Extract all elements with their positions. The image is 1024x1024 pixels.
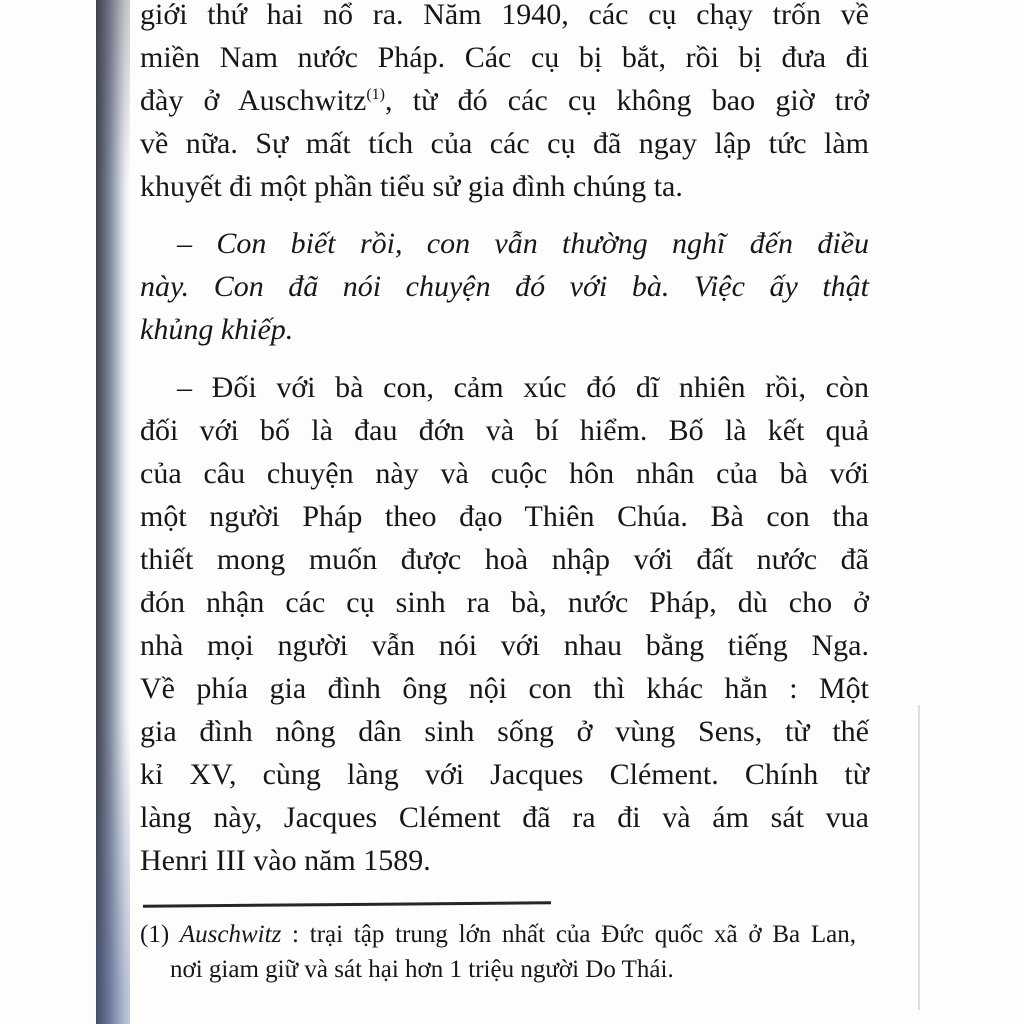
footnote-line: nơi giam giữ và sát hại hơn 1 triệu người Do Thái. xyxy=(170,956,674,983)
text-line: về nữa. Sự mất tích của các cụ đã ngay lập tức làm xyxy=(140,127,869,160)
text-line: miền Nam nước Pháp. Các cụ bị bắt, rồi bị đưa đi xyxy=(140,41,869,74)
text-line: làng này, Jacques Clément đã ra đi và ám sát vua xyxy=(140,801,869,834)
text-line: đối với bố là đau đớn và bí hiểm. Bố là kết quả xyxy=(140,414,869,447)
text-line: Henri III vào năm 1589. xyxy=(140,844,431,877)
footnote-reference-superscript: (1) xyxy=(366,86,385,103)
page-gutter-shadow xyxy=(96,0,130,1024)
footnote xyxy=(140,917,856,987)
text-line: – Con biết rồi, con vẫn thường nghĩ đến điều xyxy=(177,227,869,260)
text-line: – Đối với bà con, cảm xúc đó dĩ nhiên rồi, còn xyxy=(177,371,869,404)
text-line: này. Con đã nói chuyện đó với bà. Việc ấy thật xyxy=(140,270,869,303)
paragraph-1 xyxy=(140,0,869,208)
paragraph-2-dialogue-italic xyxy=(140,222,869,351)
footnote-divider xyxy=(143,901,551,908)
text-line: đón nhận các cụ sinh ra bà, nước Pháp, dù cho ở xyxy=(140,586,869,619)
footnote-term: Auschwitz xyxy=(179,921,282,948)
page-edge-line xyxy=(918,705,920,1010)
text-line: của câu chuyện này và cuộc hôn nhân của bà với xyxy=(140,457,869,490)
paragraph-3-dialogue xyxy=(140,366,869,882)
text-line: khủng khiếp. xyxy=(140,313,294,346)
footnote-text: : trại tập trung lớn nhất của Đức quốc xã ở Ba Lan, xyxy=(281,921,856,948)
footnote-marker: (1) xyxy=(140,921,180,948)
text-line: một người Pháp theo đạo Thiên Chúa. Bà con tha xyxy=(140,500,869,533)
text-line: Về phía gia đình ông nội con thì khác hẳn : Một xyxy=(140,672,869,705)
body-text xyxy=(140,0,869,882)
text-line: kỉ XV, cùng làng với Jacques Clément. Chính từ xyxy=(140,758,869,791)
text-line: khuyết đi một phần tiểu sử gia đình chúng ta. xyxy=(140,170,683,203)
text-line: nhà mọi người vẫn nói với nhau bằng tiếng Nga. xyxy=(140,629,869,662)
text-line: gia đình nông dân sinh sống ở vùng Sens, từ thế xyxy=(140,715,869,748)
footnote-line xyxy=(140,917,856,952)
text-line: thiết mong muốn được hoà nhập với đất nước đã xyxy=(140,543,869,576)
text-line: giới thứ hai nổ ra. Năm 1940, các cụ chạy trốn về xyxy=(140,0,869,31)
text-line xyxy=(140,79,869,122)
text-segment: đày ở Auschwitz xyxy=(140,84,367,117)
text-segment: , từ đó các cụ không bao giờ trở xyxy=(384,84,869,117)
